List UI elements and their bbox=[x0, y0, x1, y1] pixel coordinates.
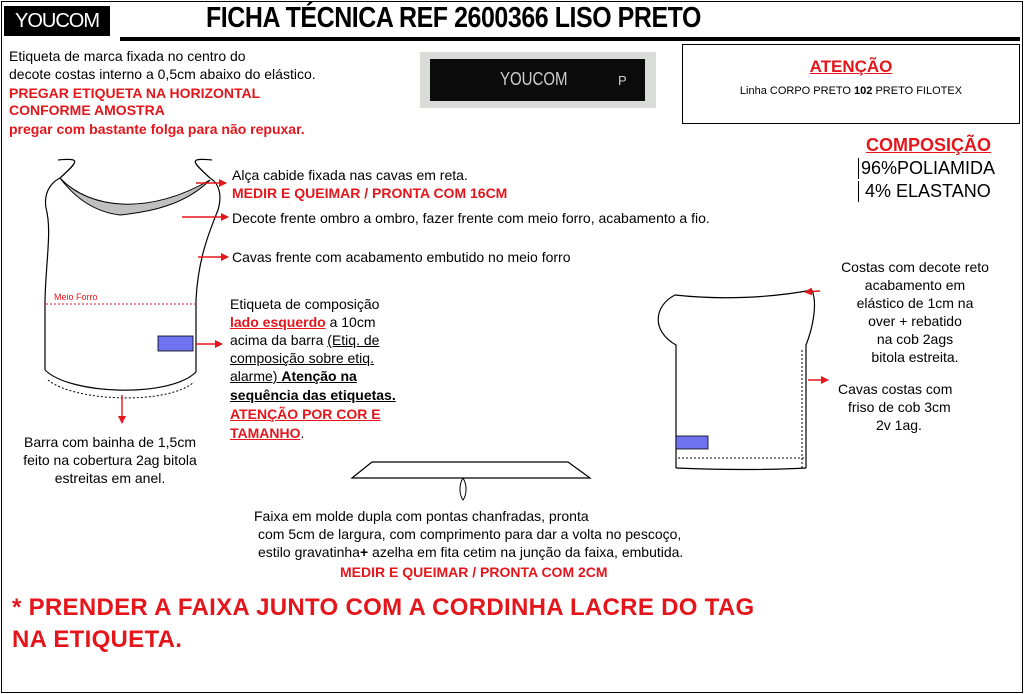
back-decote-note-1: Costas com decote reto bbox=[841, 259, 989, 275]
back-decote-note-3: elástico de 1cm na bbox=[856, 295, 974, 311]
footer-warning-1: * PRENDER A FAIXA JUNTO COM A CORDINHA LACRE DO TAG bbox=[12, 594, 755, 621]
attention-title: ATENÇÃO bbox=[809, 57, 893, 76]
back-decote-note-4: over + rebatido bbox=[868, 313, 962, 329]
comp-label-above: acima da barra bbox=[230, 332, 328, 348]
composition-line-2: 4% ELASTANO bbox=[858, 181, 991, 202]
brand-logo: YOUCOM bbox=[4, 6, 110, 36]
faixa-note-3a: estilo gravatinha bbox=[258, 544, 360, 560]
brand-label-red-2: CONFORME AMOSTRA bbox=[9, 102, 165, 118]
attention-line-bold: 102 bbox=[854, 85, 873, 97]
faixa-note-1: Faixa em molde dupla com pontas chanfradas, pronta bbox=[254, 508, 589, 524]
back-comp-label-swatch bbox=[676, 436, 708, 449]
back-garment bbox=[658, 290, 828, 470]
brand-label-red-1: PREGAR ETIQUETA NA HORIZONTAL bbox=[9, 85, 261, 101]
comp-label-etiq: (Etiq. de bbox=[327, 332, 380, 348]
back-decote-note-5: na cob 2ags bbox=[876, 331, 954, 347]
comp-label-note-8 bbox=[230, 425, 304, 442]
comp-label-dot: . bbox=[300, 425, 305, 441]
comp-label-note-7: ATENÇÃO POR COR E bbox=[230, 406, 381, 422]
barra-note-3: estreitas em anel. bbox=[54, 470, 166, 486]
faixa-drawing bbox=[352, 462, 590, 500]
meio-forro-label: Meio Forro bbox=[54, 292, 98, 302]
comp-label-note-6: sequência das etiquetas. bbox=[230, 387, 396, 403]
composition-title: COMPOSIÇÃO bbox=[866, 135, 992, 155]
barra-note-1: Barra com bainha de 1,5cm bbox=[24, 434, 196, 450]
faixa-measure-note: MEDIR E QUEIMAR / PRONTA COM 2CM bbox=[340, 564, 608, 580]
back-cavas-note-1: Cavas costas com bbox=[838, 381, 953, 397]
comp-label-atencao: Atenção na bbox=[281, 368, 357, 384]
back-decote-note-6: bitola estreita. bbox=[871, 349, 959, 365]
brand-tag-logo: YOUCOM bbox=[500, 69, 568, 90]
alca-measure-note: MEDIR E QUEIMAR / PRONTA COM 16CM bbox=[232, 185, 508, 201]
comp-label-note-2 bbox=[230, 314, 376, 331]
brand-label-note-2: decote costas interno a 0,5cm abaixo do elástico. bbox=[9, 66, 316, 82]
alca-note: Alça cabide fixada nas cavas em reta. bbox=[232, 167, 468, 183]
comp-label-side: lado esquerdo bbox=[230, 314, 326, 330]
attention-line-suffix: PRETO FILOTEX bbox=[872, 85, 963, 97]
cavas-front-note: Cavas frente com acabamento embutido no meio forro bbox=[232, 249, 571, 265]
brand-label-red-3: pregar com bastante folga para não repuxar. bbox=[9, 121, 305, 137]
back-decote-note-2: acabamento em bbox=[864, 277, 966, 293]
faixa-note-3b: + bbox=[359, 544, 369, 560]
faixa-note-3 bbox=[258, 544, 683, 561]
comp-label-note-4: composição sobre etiq. bbox=[230, 350, 374, 366]
barra-note-2: feito na cobertura 2ag bitola bbox=[23, 452, 197, 468]
page-title: FICHA TÉCNICA REF 2600366 LISO PRETO bbox=[206, 2, 701, 34]
comp-label-alarme: alarme) bbox=[230, 368, 282, 384]
decote-note: Decote frente ombro a ombro, fazer frente com meio forro, acabamento a fio. bbox=[232, 210, 710, 226]
attention-line-prefix: Linha CORPO PRETO bbox=[739, 85, 855, 97]
back-cavas-note-2: friso de cob 3cm bbox=[848, 399, 951, 415]
comp-label-note-3 bbox=[230, 332, 379, 349]
comp-label-distance: a 10cm bbox=[325, 314, 376, 330]
faixa-note-2: com 5cm de largura, com comprimento para dar a volta no pescoço, bbox=[258, 526, 682, 542]
front-comp-label-swatch bbox=[158, 336, 193, 351]
faixa-note-3c: azelha em fita cetim na junção da faixa, embutida. bbox=[368, 544, 684, 560]
brand-label-note-1: Etiqueta de marca fixada no centro do bbox=[9, 48, 246, 64]
comp-label-tamanho: TAMANHO bbox=[230, 425, 301, 441]
comp-label-note-5 bbox=[230, 368, 357, 385]
brand-tag-size: P bbox=[618, 73, 627, 88]
composition-line-1: 96%POLIAMIDA bbox=[858, 158, 995, 179]
footer-warning-2: NA ETIQUETA. bbox=[12, 626, 183, 653]
comp-label-note-1: Etiqueta de composição bbox=[230, 296, 380, 312]
back-cavas-note-3: 2v 1ag. bbox=[876, 417, 922, 433]
